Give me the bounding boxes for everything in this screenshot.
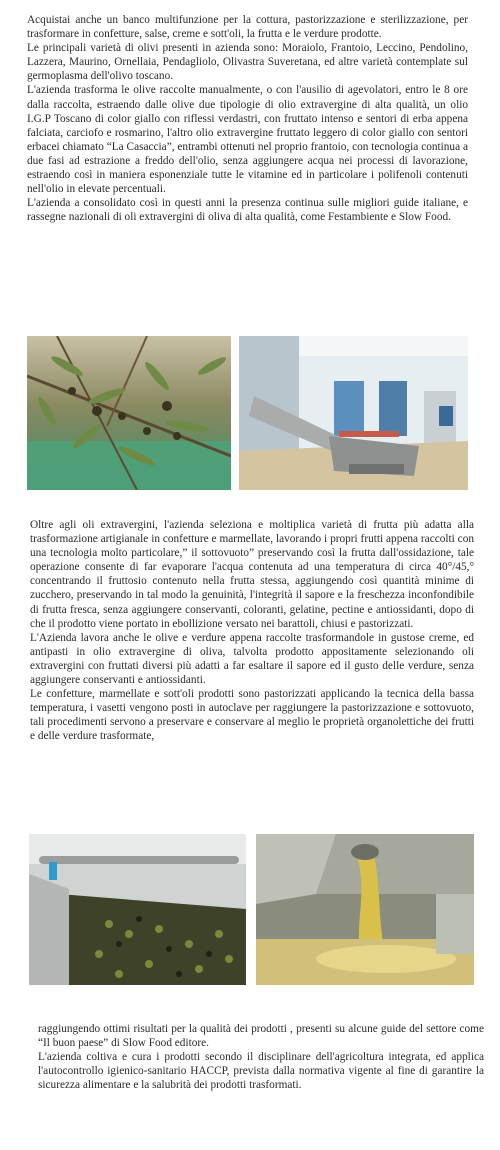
- text-block-intro: [27, 13, 468, 224]
- text-block-closing: [38, 1022, 484, 1092]
- photo-olive-branch: [27, 336, 231, 490]
- photo-olive-conveyor: [29, 834, 246, 985]
- paragraph: raggiungendo ottimi risultati per la qualità dei prodotti , presenti su alcune guide del settore come “Il buon paese” di Slow Food editore.: [38, 1023, 484, 1050]
- paragraph: L'azienda a consolidato così in questi anni la presenza continua sulle migliori guide italiane, e rassegne nazionali di oli extravergini di oliva di alta qualità, come Festambiente e Slow Food.: [27, 197, 468, 224]
- paragraph: L'azienda trasforma le olive raccolte manualmente, o con l'ausilio di agevolatori, entro le 8 ore dalla raccolta, estraendo dalle olive due tipologie di olio extravergine di alta qualità, un olio I.G.P Toscano di color giallo con riflessi verdastri, con fruttato intenso e sentori di erba appena falciata, carciofo e rosmarino, l'altro olio extravergine fruttato leggero di color giallo con sentori erbacei chiamato “La Casaccia”, entrambi ottenuti nel proprio frantoio, con tecnologia continua a due fasi ad estrazione a freddo dell'olio, senza aggiungere acqua nei processi di lavorazione, estraendo così in maniera esponenziale tutte le vitamine ed in particolare i polifenoli contenuti nell'olio in elevate percentuali.: [27, 84, 468, 196]
- paragraph: Le principali varietà di olivi presenti in azienda sono: Moraiolo, Frantoio, Leccino, Pendolino, Lazzera, Maurino, Ornellaia, Pendagliolo, Olivastra Suveretana, ed altre varietà contemplate sul germoplasma dell'olivo toscano.: [27, 42, 468, 83]
- paragraph: Acquistai anche un banco multifunzione per la cottura, pastorizzazione e sterilizzazione, per trasformare in confetture, salse, creme e sott'oli, la frutta e le verdure prodotte.: [27, 14, 468, 41]
- paragraph: L'Azienda lavora anche le olive e verdure appena raccolte trasformandole in gustose creme, ed antipasti in olio extravergine di oliva, talvolta prodotto appositamente selezionando oli extravergini con fruttati diversi più adatti a far esaltare il sapore ed il gusto delle verdure, senza aggiungere conservanti e antiossidanti.: [30, 631, 474, 687]
- text-block-production: [30, 518, 474, 744]
- paragraph: L'azienda coltiva e cura i prodotti secondo il disciplinare dell'agricoltura integrata, ed applica l'autocontrollo igienico-sanitario HACCP, prevista dalla normativa vigente al fine di garantire la sicurezza alimentare e la salubrità dei prodotti trasformati.: [38, 1051, 484, 1092]
- photo-oil-pouring: [256, 834, 474, 985]
- paragraph: Oltre agli oli extravergini, l'azienda seleziona e moltiplica varietà di frutta più adatta alla trasformazione artigianale in confetture e marmellate, lavorando i propri frutti appena raccolti con una tecnologia molto particolare,” il sottovuoto” preservando così la frutta dall'ossidazione, tale operazione consente di far evaporare l'acqua contenuta ad una temperatura di circa 40°/45,° concentrando il fruttosio contenuto nella frutta stessa, aggiungendo così quantità minime di zucchero, preservando in tal modo la genuinità, l'integrità il sapore e la freschezza inconfondibile di frutta fresca, senza aggiungere conservanti, coloranti, gelatine, pectine e antiossidanti, dopo di che il prodotto viene portato in ebollizione versato nei barattoli, chiusi e pastorizzati.: [30, 519, 474, 630]
- photo-mill-room: [239, 336, 468, 490]
- paragraph: Le confetture, marmellate e sott'oli prodotti sono pastorizzati applicando la tecnica della bassa temperatura, i vasetti vengono posti in autoclave per raggiungere la pastorizzazione e sottovuoto, tali procedimenti servono a preservare e conservare al meglio le proprietà organolettiche dei frutti e delle verdure trasformate,: [30, 688, 474, 743]
